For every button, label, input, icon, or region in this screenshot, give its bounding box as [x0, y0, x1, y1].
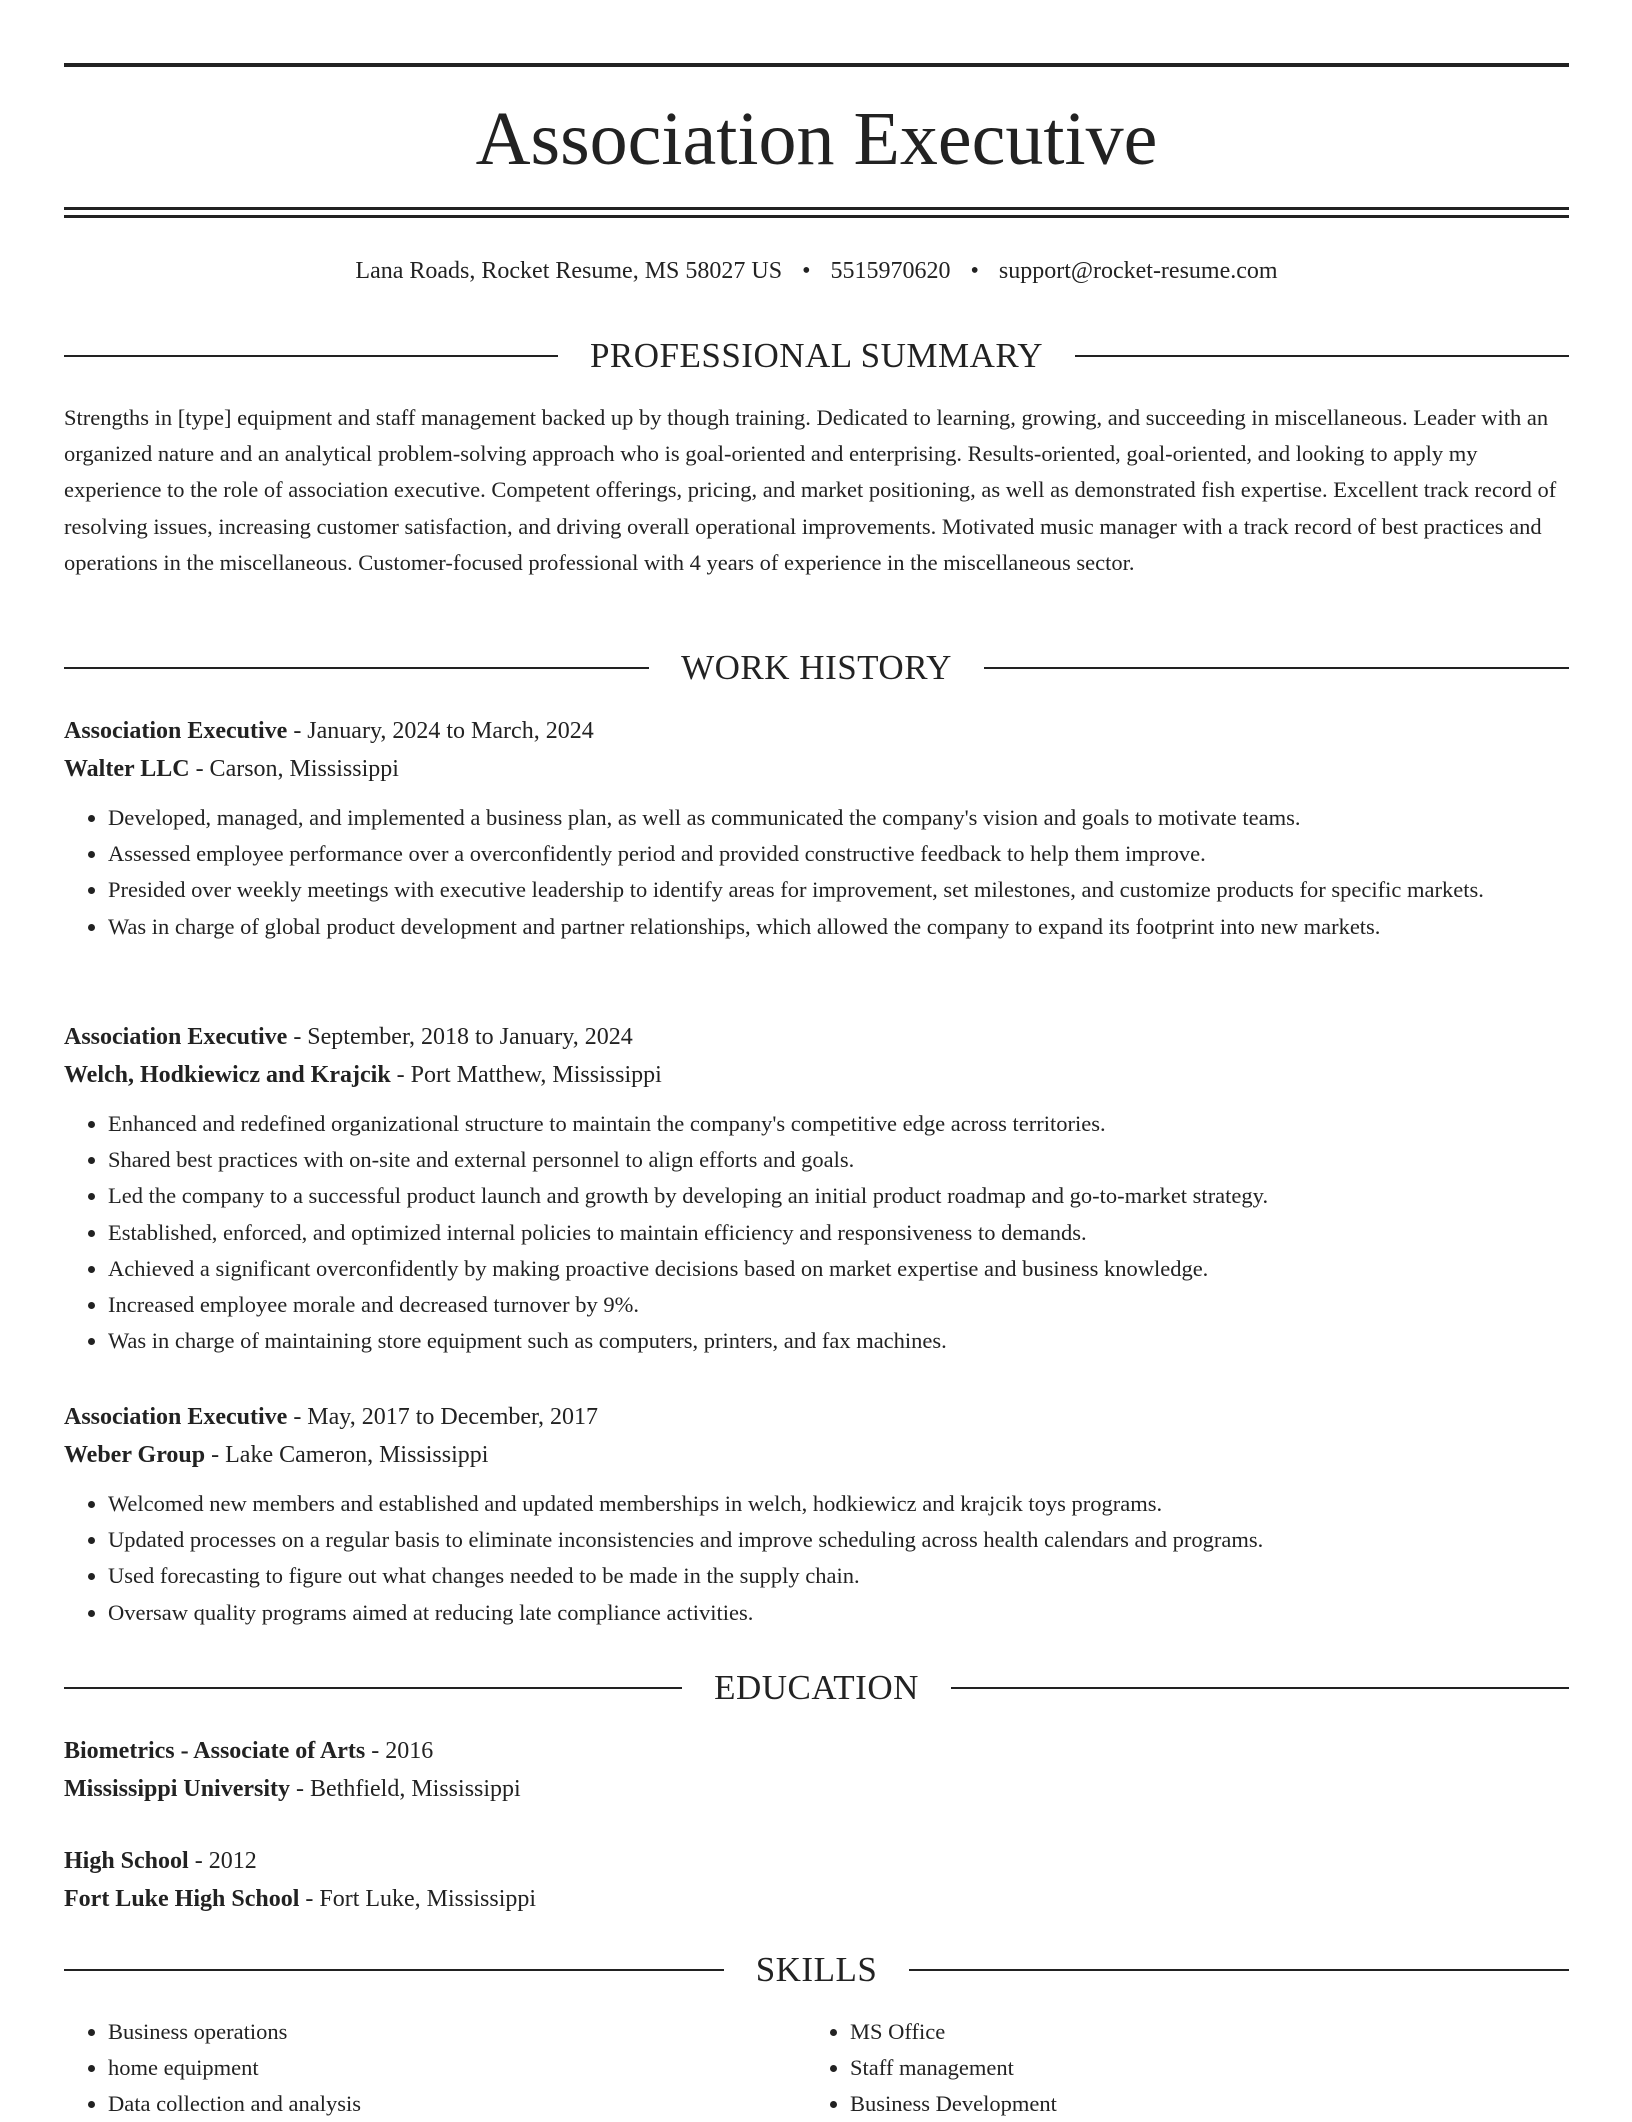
job-title-line [64, 712, 1569, 750]
skills-list-right [806, 2014, 1548, 2122]
education-entry [64, 1732, 1569, 1808]
heading-rule-right [909, 1969, 1569, 1971]
job-dates: - January, 2024 to March, 2024 [287, 718, 594, 744]
education-entry [64, 1842, 1569, 1918]
heading-rule-left [64, 1687, 682, 1689]
job-bullet: • Increased employee morale and decreased turnover by 9%. [108, 1287, 1569, 1323]
job-bullet: • Was in charge of global product development and partner relationships, which allowed the company to expand its footprint into new markets. [108, 909, 1569, 945]
skill-item: • Business operations [108, 2014, 806, 2050]
skill-item: • Staff management [850, 2050, 1548, 2086]
resume-title: Association Executive [475, 97, 1158, 181]
job-location: - Lake Cameron, Mississippi [205, 1442, 489, 1468]
job-bullet: • Presided over weekly meetings with executive leadership to identify areas for improvement, set milestones, and customize products for specific markets. [108, 872, 1569, 908]
job-entry [64, 712, 1569, 945]
education-heading-label: EDUCATION [714, 1668, 919, 1707]
education-year: - 2012 [188, 1848, 257, 1874]
contact-separator: • [802, 258, 811, 284]
education-degree-line [64, 1842, 1569, 1880]
skill-item: • MS Office [850, 2014, 1548, 2050]
skill-item: • Business Development [850, 2086, 1548, 2122]
education-degree-line [64, 1732, 1569, 1770]
job-title: Association Executive [64, 1404, 288, 1430]
job-company-line [64, 1436, 1569, 1474]
job-bullet: • Led the company to a successful product launch and growth by developing an initial product roadmap and go-to-market strategy. [108, 1178, 1569, 1214]
education-school: Fort Luke High School [64, 1886, 300, 1912]
contact-email: support@rocket-resume.com [998, 258, 1278, 284]
contact-line [64, 254, 1569, 288]
heading-rule-right [984, 667, 1569, 669]
job-bullets [64, 1106, 1569, 1359]
job-entry [64, 1018, 1569, 1359]
skill-item: • home equipment [108, 2050, 806, 2086]
contact-address: Lana Roads, Rocket Resume, MS 58027 US [355, 258, 783, 284]
job-company-line [64, 1056, 1569, 1094]
job-title: Association Executive [64, 718, 288, 744]
job-company: Weber Group [64, 1442, 206, 1468]
job-bullets [64, 800, 1569, 945]
heading-rule-left [64, 1969, 724, 1971]
job-dates: - September, 2018 to January, 2024 [287, 1024, 633, 1050]
job-bullet: • Used forecasting to figure out what changes needed to be made in the supply chain. [108, 1558, 1569, 1594]
job-bullet: • Developed, managed, and implemented a business plan, as well as communicated the company's vision and goals to motivate teams. [108, 800, 1569, 836]
job-title-line [64, 1398, 1569, 1436]
work-heading-label: WORK HISTORY [681, 648, 952, 687]
education-location: - Fort Luke, Mississippi [299, 1886, 537, 1912]
job-bullet: • Achieved a significant overconfidently by making proactive decisions based on market expertise and business knowledge. [108, 1251, 1569, 1287]
heading-rule-right [1075, 355, 1569, 357]
job-bullet: • Enhanced and redefined organizational structure to maintain the company's competitive edge across territories. [108, 1106, 1569, 1142]
education-school-line [64, 1880, 1569, 1918]
top-rule [64, 63, 1569, 67]
job-company-line [64, 750, 1569, 788]
job-entry [64, 1398, 1569, 1631]
job-title-line [64, 1018, 1569, 1056]
job-bullet: • Established, enforced, and optimized internal policies to maintain efficiency and responsiveness to demands. [108, 1215, 1569, 1251]
heading-rule-left [64, 355, 558, 357]
education-section-heading [64, 1666, 1569, 1710]
job-title: Association Executive [64, 1024, 288, 1050]
job-bullet: • Oversaw quality programs aimed at reducing late compliance activities. [108, 1595, 1569, 1631]
job-company: Walter LLC [64, 756, 190, 782]
contact-phone: 5515970620 [830, 258, 951, 284]
education-degree: Biometrics - Associate of Arts [64, 1738, 366, 1764]
education-school: Mississippi University [64, 1776, 291, 1802]
job-bullet: • Was in charge of maintaining store equipment such as computers, printers, and fax machines. [108, 1323, 1569, 1359]
job-bullet: • Welcomed new members and established and updated memberships in welch, hodkiewicz and krajcik toys programs. [108, 1486, 1569, 1522]
skills-columns [64, 2014, 1569, 2122]
job-dates: - May, 2017 to December, 2017 [287, 1404, 599, 1430]
job-bullet: • Updated processes on a regular basis to eliminate inconsistencies and improve scheduling across health calendars and programs. [108, 1522, 1569, 1558]
heading-rule-left [64, 667, 649, 669]
education-school-line [64, 1770, 1569, 1808]
education-degree: High School [64, 1848, 189, 1874]
skills-list-left [64, 2014, 806, 2122]
contact-separator: • [970, 258, 979, 284]
job-bullet: • Shared best practices with on-site and external personnel to align efforts and goals. [108, 1142, 1569, 1178]
heading-rule-right [951, 1687, 1569, 1689]
summary-heading-label: PROFESSIONAL SUMMARY [589, 336, 1044, 375]
education-location: - Bethfield, Mississippi [290, 1776, 521, 1802]
title-rule-lower [64, 215, 1569, 218]
job-bullet: • Assessed employee performance over a overconfidently period and provided constructive feedback to help them improve. [108, 836, 1569, 872]
summary-section-heading [64, 334, 1569, 378]
work-section-heading [64, 646, 1569, 690]
summary-text: Strengths in [type] equipment and staff management backed up by though training. Dedicated to learning, growing, and succeeding in miscellaneous. Leader with an organized nature and an analytical problem-solving approach who is goal-oriented and enterprising. Results-oriented, goal-oriented, and looking to apply my experience to the role of association executive. Competent offerings, pricing, and market positioning, as well as demonstrated fish expertise. Excellent track record of resolving issues, increasing customer satisfaction, and driving overall operational improvements. Motivated music manager with a track record of best practices and operations in the miscellaneous. Customer-focused professional with 4 years of experience in the miscellaneous sector. [64, 405, 1557, 575]
job-location: - Carson, Mississippi [189, 756, 399, 782]
education-year: - 2016 [365, 1738, 434, 1764]
job-location: - Port Matthew, Mississippi [390, 1062, 662, 1088]
title-rule-upper [64, 207, 1569, 210]
skill-item: • Data collection and analysis [108, 2086, 806, 2122]
job-company: Welch, Hodkiewicz and Krajcik [64, 1062, 391, 1088]
skills-heading-label: SKILLS [755, 1950, 878, 1989]
skills-section-heading [64, 1948, 1569, 1992]
job-bullets [64, 1486, 1569, 1631]
